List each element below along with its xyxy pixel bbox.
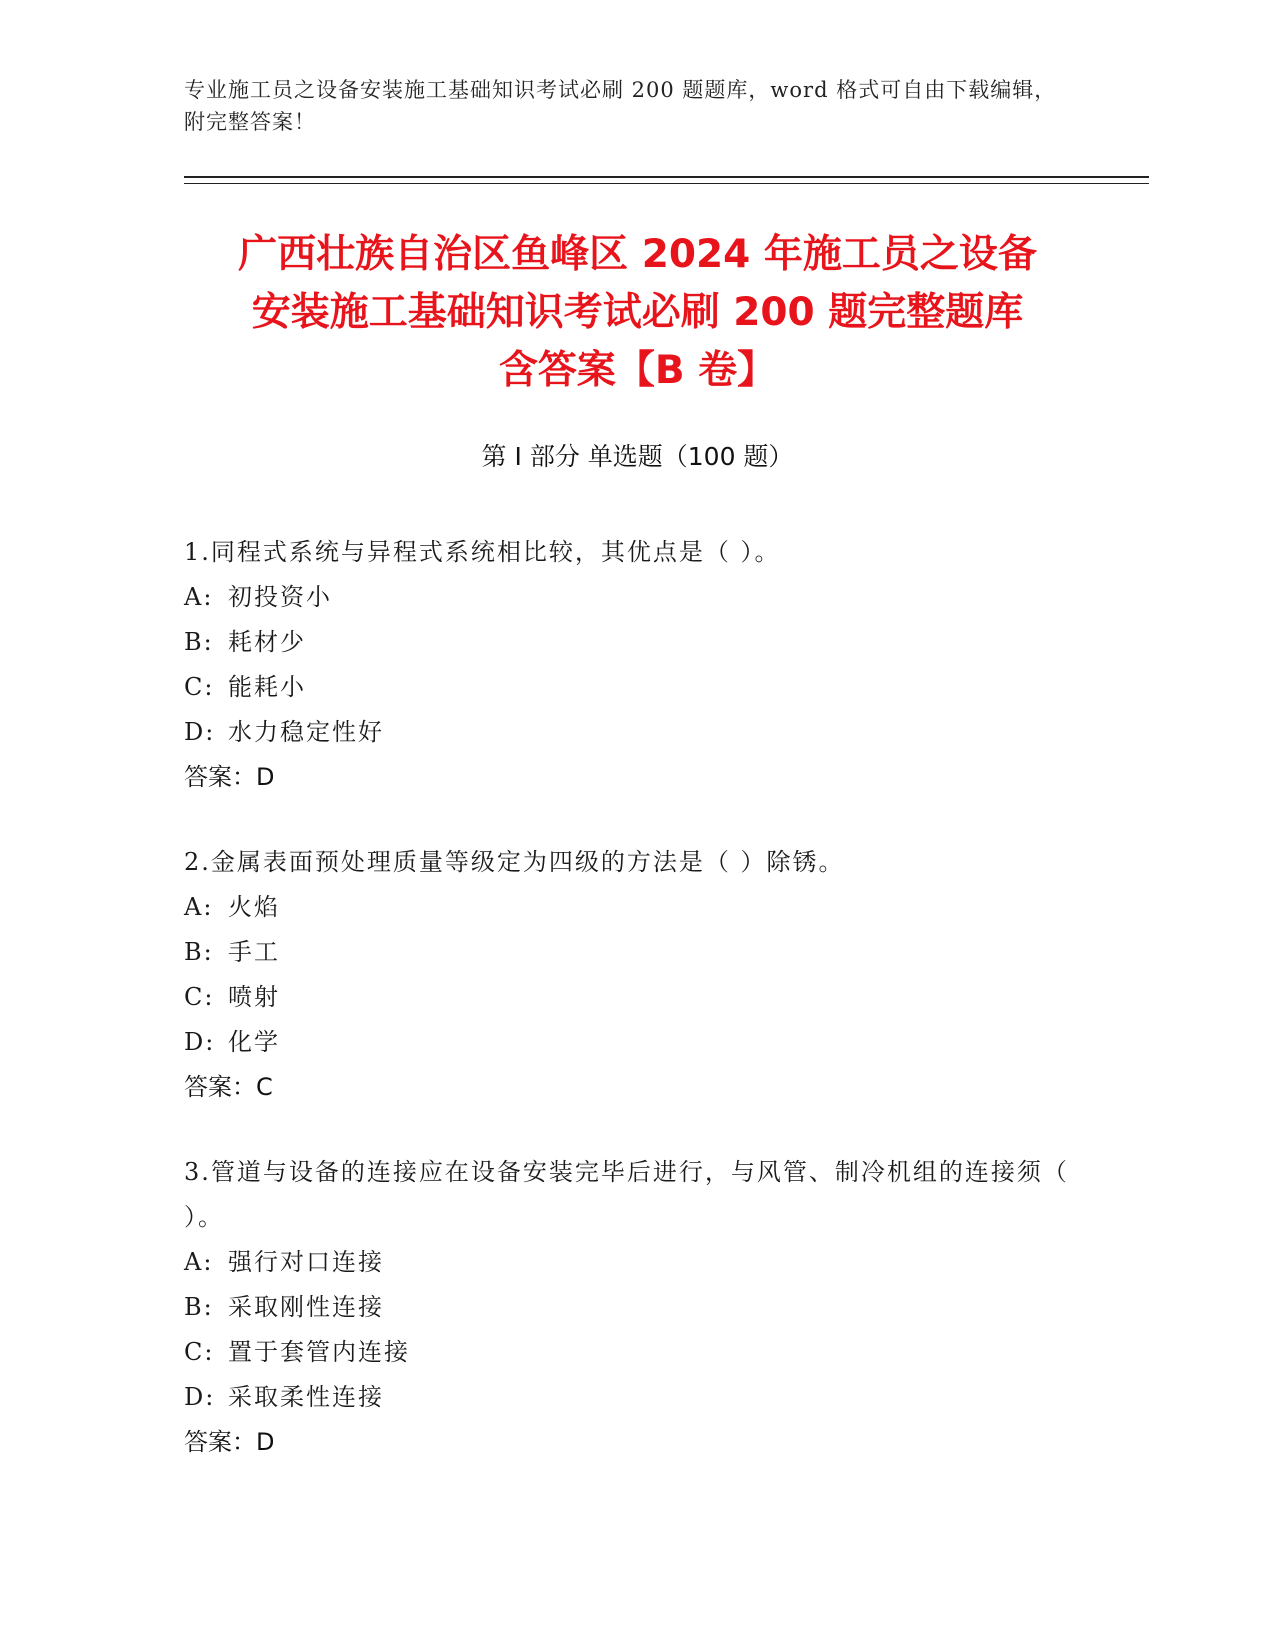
option-text: 手工 (228, 938, 280, 966)
option-d (184, 710, 1084, 755)
option-text: 喷射 (228, 983, 280, 1011)
option-key: A: (184, 1248, 214, 1276)
option-key: D: (184, 718, 216, 746)
option-text: 化学 (228, 1028, 280, 1056)
header-rule-thin (184, 183, 1149, 184)
question-stem: 2.金属表面预处理质量等级定为四级的方法是（ ）除锈。 (184, 848, 845, 876)
option-key: D: (184, 1383, 216, 1411)
option-b (184, 1285, 1084, 1330)
option-key: B: (184, 1293, 214, 1321)
option-key: B: (184, 938, 214, 966)
option-text: 置于套管内连接 (228, 1338, 410, 1366)
option-key: C: (184, 1338, 215, 1366)
option-text: 强行对口连接 (228, 1248, 384, 1276)
answer-line: 答案：D (184, 1428, 275, 1456)
option-b (184, 620, 1084, 665)
question-stem: 1.同程式系统与异程式系统相比较，其优点是（ ）。 (184, 538, 781, 566)
option-c (184, 975, 1084, 1020)
option-c (184, 665, 1084, 710)
document-header-note: 专业施工员之设备安装施工基础知识考试必刷 200 题题库，word 格式可自由下载编辑，附完整答案！ (184, 78, 1057, 134)
option-text: 能耗小 (228, 673, 306, 701)
option-a (184, 885, 1084, 930)
option-text: 水力稳定性好 (228, 718, 384, 746)
header-rule-thick (184, 176, 1149, 178)
answer-line: 答案：D (184, 763, 275, 791)
option-a (184, 575, 1084, 620)
option-text: 火焰 (228, 893, 280, 921)
section-heading: 第 I 部分 单选题（100 题） (481, 442, 794, 471)
document-title (150, 226, 1125, 400)
option-key: A: (184, 893, 214, 921)
option-d (184, 1020, 1084, 1065)
option-d (184, 1375, 1084, 1420)
option-key: A: (184, 583, 214, 611)
option-key: C: (184, 673, 215, 701)
question-item (184, 530, 1084, 800)
question-item (184, 1150, 1084, 1465)
question-stem: 3.管道与设备的连接应在设备安装完毕后进行，与风管、制冷机组的连接须（ ）。 (184, 1158, 1069, 1231)
option-key: B: (184, 628, 214, 656)
option-text: 初投资小 (228, 583, 332, 611)
option-b (184, 930, 1084, 975)
title-line: 安装施工基础知识考试必刷 200 题完整题库 (251, 290, 1024, 335)
option-a (184, 1240, 1084, 1285)
title-line: 广西壮族自治区鱼峰区 2024 年施工员之设备 (238, 232, 1037, 277)
option-key: D: (184, 1028, 216, 1056)
question-list (184, 530, 1084, 1505)
option-key: C: (184, 983, 215, 1011)
option-text: 采取柔性连接 (228, 1383, 384, 1411)
question-item (184, 840, 1084, 1110)
title-line: 含答案【B 卷】 (498, 348, 777, 393)
option-text: 耗材少 (228, 628, 306, 656)
answer-line: 答案：C (184, 1073, 273, 1101)
option-text: 采取刚性连接 (228, 1293, 384, 1321)
option-c (184, 1330, 1084, 1375)
